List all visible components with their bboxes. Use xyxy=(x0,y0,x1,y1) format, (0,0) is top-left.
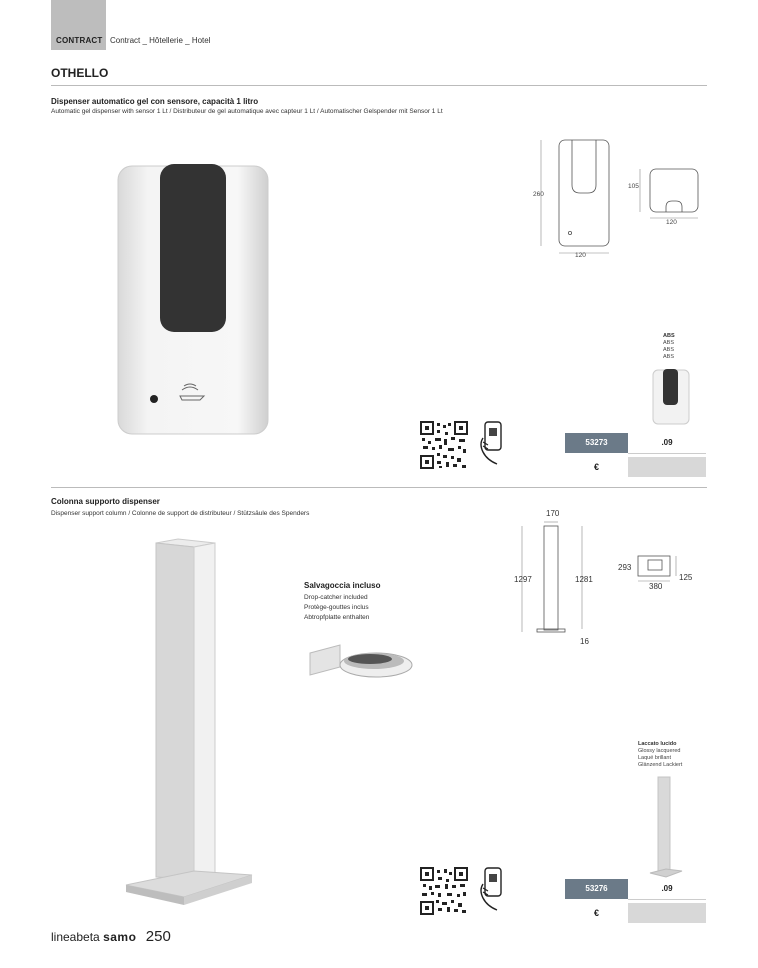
product1-top-drawing xyxy=(625,163,705,225)
title-divider xyxy=(51,85,707,86)
breadcrumb: Contract _ Hôtellerie _ Hotel xyxy=(110,36,211,45)
brand-logo: samo xyxy=(103,930,137,944)
footer-line: lineabeta xyxy=(51,930,100,944)
product1-thumbnail xyxy=(652,368,690,426)
smartphone-hand-icon xyxy=(478,866,506,912)
product2-title: Colonna supporto dispenser xyxy=(51,497,160,506)
material-title: Laccato lucido xyxy=(638,741,677,747)
drip-catcher-image xyxy=(300,635,415,685)
accessory-title: Salvagoccia incluso xyxy=(304,581,381,590)
product2-code: 53276 xyxy=(565,879,628,899)
product1-currency: € xyxy=(593,462,599,472)
product1-code: 53273 xyxy=(565,433,628,453)
section-tag xyxy=(51,0,106,50)
product2-material: Laccato lucido Glossy lacquered Laqué brillant Glänzend Lackiert xyxy=(638,741,683,768)
dispenser-image xyxy=(112,160,272,438)
smartphone-hand-icon xyxy=(478,420,506,466)
product2-currency: € xyxy=(593,908,599,918)
dim-plate-d: 125 xyxy=(679,573,693,582)
product1-price: .09 xyxy=(628,433,706,454)
qr-code-icon xyxy=(420,421,468,469)
section-divider xyxy=(51,487,707,488)
dim-top: 170 xyxy=(546,509,560,518)
product2-price-field xyxy=(628,903,706,923)
product1-subtitle: Automatic gel dispenser with sensor 1 Lt / Distributeur de gel automatique avec capteur 1 Lt / Automatischer Gelspender mit Sensor 1 Lt xyxy=(51,108,443,115)
page-number: 250 xyxy=(145,928,171,945)
dim-top-width: 120 xyxy=(666,219,677,226)
section-tag-label: CONTRACT xyxy=(56,36,103,45)
dim-plate-l: 380 xyxy=(649,582,663,591)
dim-depth: 105 xyxy=(628,183,639,190)
product2-subtitle: Dispenser support column / Colonne de support de distributeur / Stützsäule des Spenders xyxy=(51,510,310,517)
accessory-description: Drop-catcher included Protège-gouttes inclus Abtropfplatte enthalten xyxy=(304,594,370,621)
dim-plate-w: 293 xyxy=(618,563,632,572)
footer xyxy=(51,928,171,945)
dim-height-total: 1297 xyxy=(514,575,532,584)
product1-price-field xyxy=(628,457,706,477)
dim-base: 16 xyxy=(580,637,589,646)
page-title: OTHELLO xyxy=(51,66,109,80)
qr-code-icon xyxy=(420,867,468,915)
dim-height-inner: 1281 xyxy=(575,575,593,584)
product1-title: Dispenser automatico gel con sensore, capacità 1 litro xyxy=(51,97,259,106)
column-image xyxy=(122,535,254,910)
product2-price: .09 xyxy=(628,879,706,900)
product2-thumbnail xyxy=(648,775,684,881)
material-title: ABS xyxy=(663,333,675,339)
dim-height: 260 xyxy=(533,191,544,198)
dim-width: 120 xyxy=(575,252,586,259)
product1-front-drawing xyxy=(528,135,618,265)
product1-material: ABS ABS ABS ABS xyxy=(663,333,675,360)
